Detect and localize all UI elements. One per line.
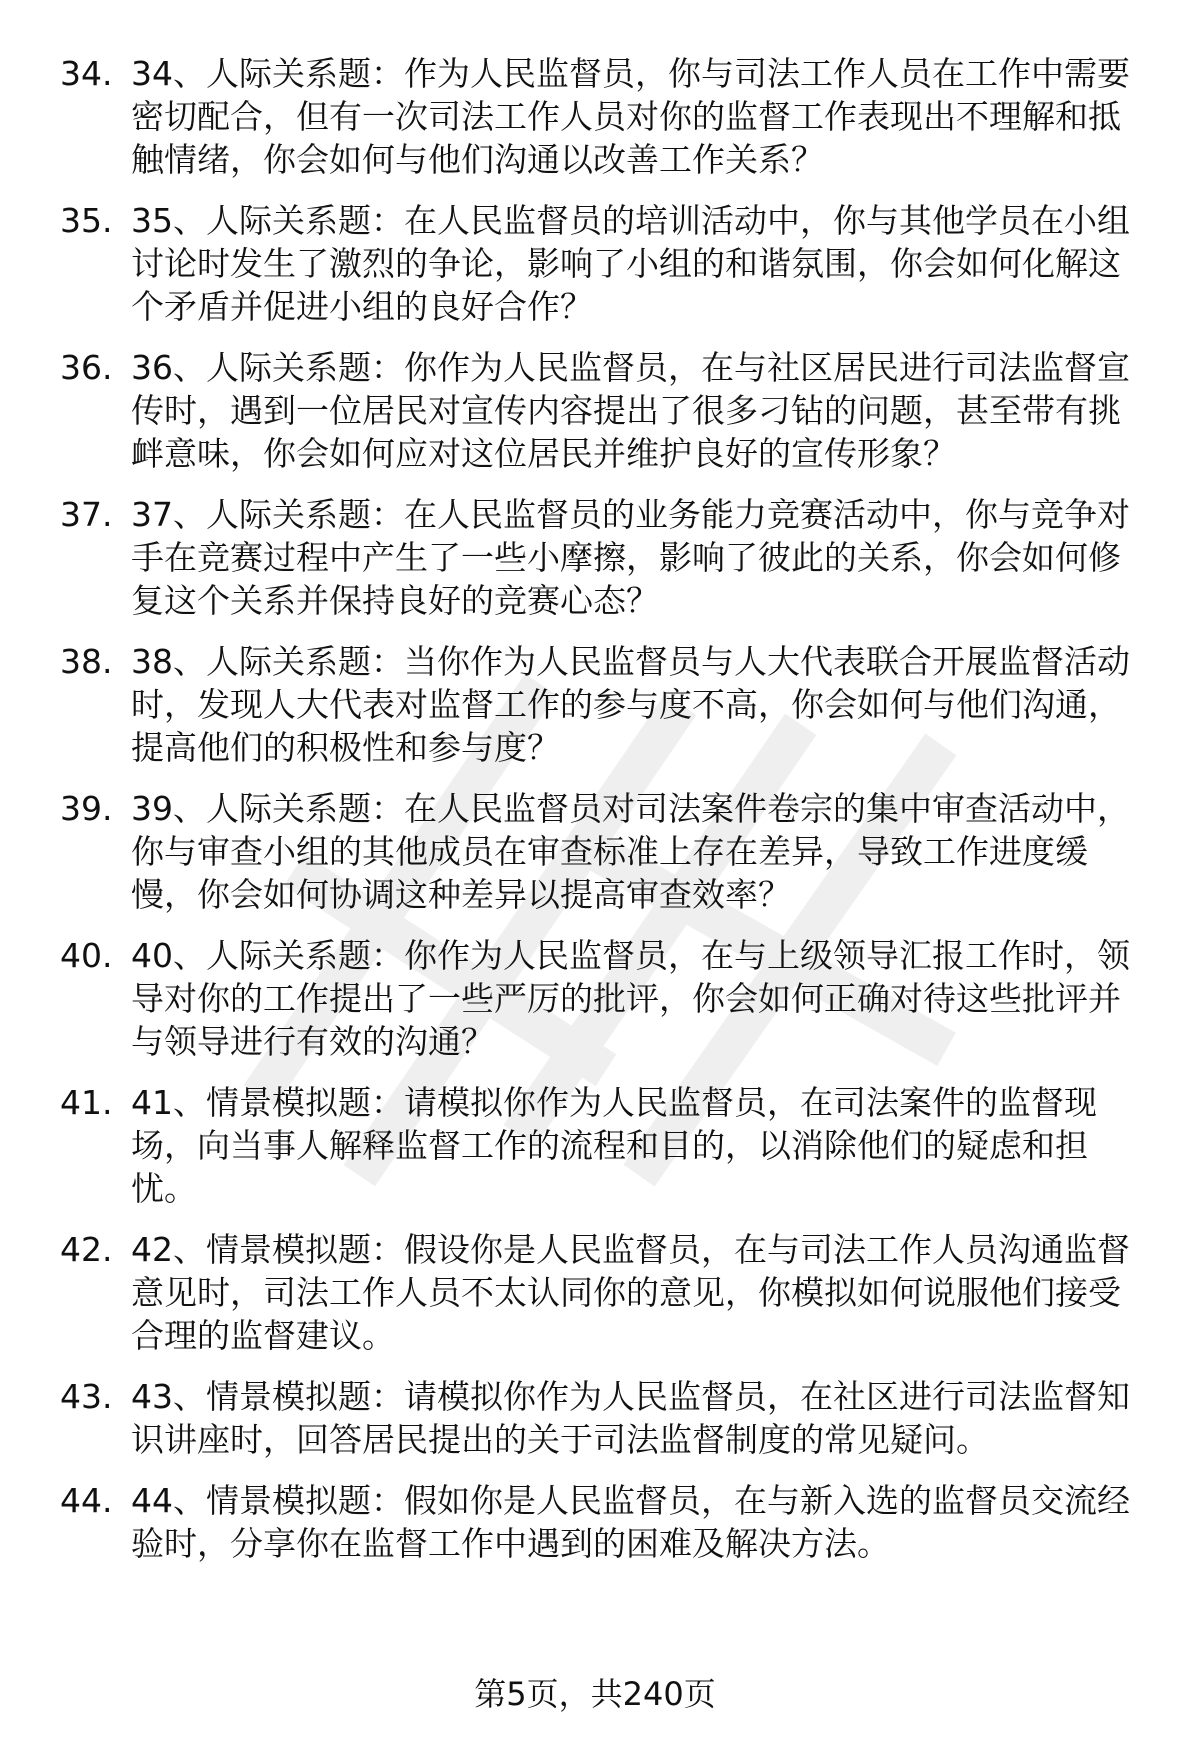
question-text: 35、人际关系题：在人民监督员的培训活动中，你与其他学员在小组讨论时发生了激烈的争论，影响了小组的和谐氛围，你会如何化解这个矛盾并促进小组的良好合作？ [131,201,1130,326]
page-footer: 第5页，共240页 [474,1675,716,1713]
question-number: 41. [60,1083,113,1122]
question-list [60,52,1150,1583]
question-item [60,1375,1150,1461]
question-number: 35. [60,201,113,240]
question-number: 43. [60,1377,113,1416]
question-item [60,1081,1150,1210]
question-item [60,199,1150,328]
question-item [60,52,1150,181]
question-number: 37. [60,495,113,534]
question-text: 42、情景模拟题：假设你是人民监督员，在与司法工作人员沟通监督意见时，司法工作人员不太认同你的意见，你模拟如何说服他们接受合理的监督建议。 [131,1230,1130,1355]
question-item [60,1479,1150,1565]
question-text: 37、人际关系题：在人民监督员的业务能力竞赛活动中，你与竞争对手在竞赛过程中产生了一些小摩擦，影响了彼此的关系，你会如何修复这个关系并保持良好的竞赛心态？ [131,495,1130,620]
question-text: 38、人际关系题：当你作为人民监督员与人大代表联合开展监督活动时，发现人大代表对监督工作的参与度不高，你会如何与他们沟通，提高他们的积极性和参与度？ [131,642,1130,767]
question-number: 34. [60,54,113,93]
question-item [60,787,1150,916]
question-number: 40. [60,936,113,975]
question-text: 39、人际关系题：在人民监督员对司法案件卷宗的集中审查活动中，你与审查小组的其他成员在审查标准上存在差异，导致工作进度缓慢，你会如何协调这种差异以提高审查效率？ [131,789,1130,914]
question-number: 38. [60,642,113,681]
question-number: 42. [60,1230,113,1269]
question-number: 39. [60,789,113,828]
question-text: 44、情景模拟题：假如你是人民监督员，在与新入选的监督员交流经验时，分享你在监督工作中遇到的困难及解决方法。 [131,1481,1130,1563]
question-item [60,346,1150,475]
question-item [60,1228,1150,1357]
question-text: 40、人际关系题：你作为人民监督员，在与上级领导汇报工作时，领导对你的工作提出了一些严厉的批评，你会如何正确对待这些批评并与领导进行有效的沟通？ [131,936,1130,1061]
question-item [60,640,1150,769]
question-text: 34、人际关系题：作为人民监督员，你与司法工作人员在工作中需要密切配合，但有一次司法工作人员对你的监督工作表现出不理解和抵触情绪，你会如何与他们沟通以改善工作关系？ [131,54,1130,179]
question-text: 36、人际关系题：你作为人民监督员，在与社区居民进行司法监督宣传时，遇到一位居民对宣传内容提出了很多刁钻的问题，甚至带有挑衅意味，你会如何应对这位居民并维护良好的宣传形象？ [131,348,1130,473]
question-item [60,934,1150,1063]
question-text: 41、情景模拟题：请模拟你作为人民监督员，在司法案件的监督现场，向当事人解释监督工作的流程和目的，以消除他们的疑虑和担忧。 [131,1083,1097,1208]
question-number: 36. [60,348,113,387]
question-number: 44. [60,1481,113,1520]
question-item [60,493,1150,622]
question-text: 43、情景模拟题：请模拟你作为人民监督员，在社区进行司法监督知识讲座时，回答居民提出的关于司法监督制度的常见疑问。 [131,1377,1130,1459]
